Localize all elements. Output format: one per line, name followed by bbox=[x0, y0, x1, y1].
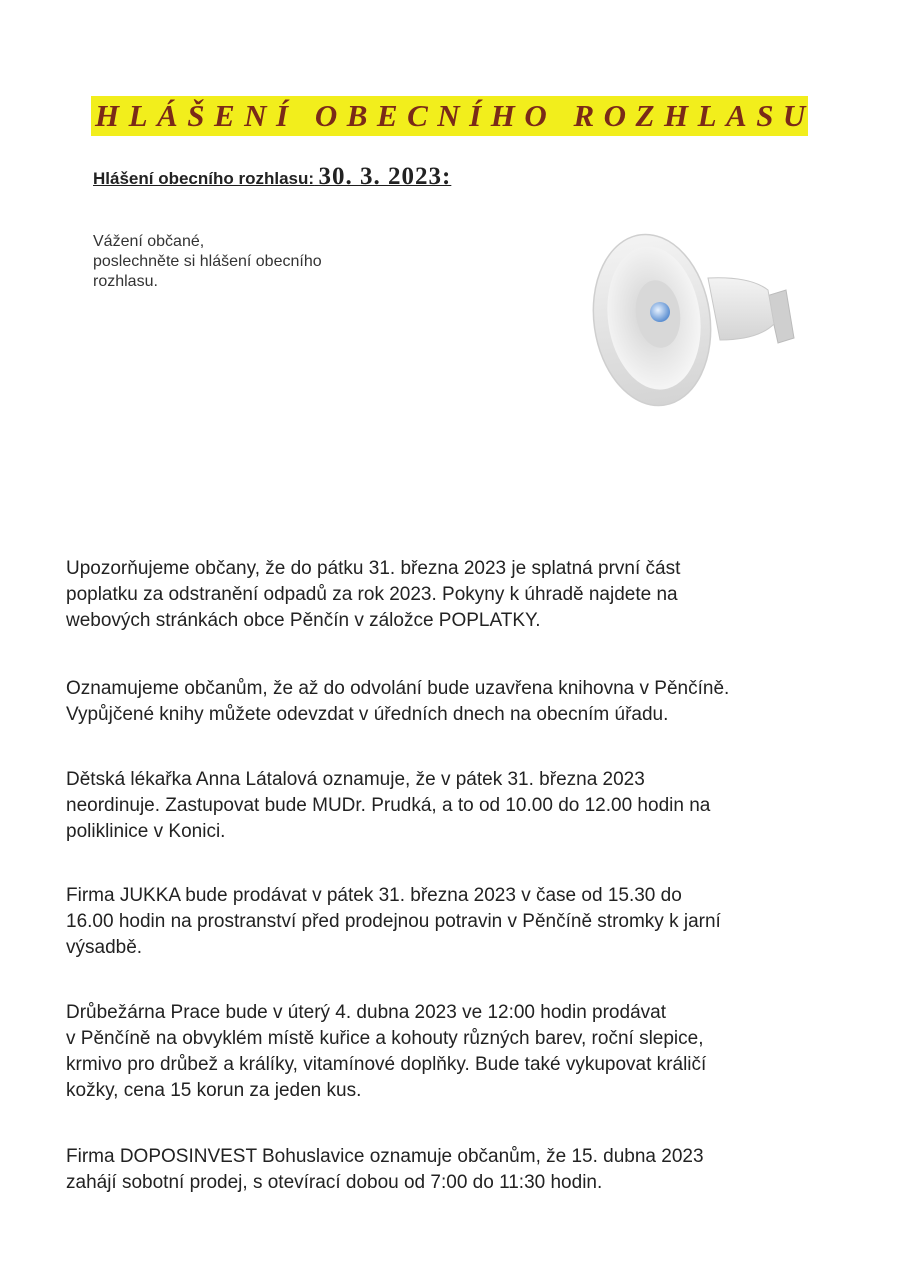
paragraph-line: Dětská lékařka Anna Látalová oznamuje, že v pátek 31. března 2023 bbox=[66, 769, 645, 790]
greeting-line: rozhlasu. bbox=[93, 273, 158, 290]
paragraph-line: Upozorňujeme občany, že do pátku 31. března 2023 je splatná první část bbox=[66, 558, 681, 579]
subtitle-label: Hlášení obecního rozhlasu: bbox=[93, 169, 315, 188]
loudspeaker-horn-icon bbox=[590, 228, 800, 413]
announcement-paragraph bbox=[66, 676, 846, 728]
greeting bbox=[93, 232, 393, 292]
paragraph-line: poliklinice v Konici. bbox=[66, 821, 226, 842]
announcement-paragraph bbox=[66, 883, 846, 961]
announcement-paragraph bbox=[66, 767, 846, 845]
subtitle bbox=[93, 163, 451, 191]
announcement-paragraph bbox=[66, 556, 846, 634]
announcement-paragraph bbox=[66, 1144, 846, 1196]
paragraph-line: neordinuje. Zastupovat bude MUDr. Prudká, a to od 10.00 do 12.00 hodin na bbox=[66, 795, 711, 816]
paragraph-line: zahájí sobotní prodej, s otevírací dobou od 7:00 do 11:30 hodin. bbox=[66, 1172, 603, 1193]
paragraph-line: výsadbě. bbox=[66, 937, 143, 958]
greeting-line: Vážení občané, bbox=[93, 233, 205, 250]
paragraph-line: Firma JUKKA bude prodávat v pátek 31. března 2023 v čase od 15.30 do bbox=[66, 885, 682, 906]
title-banner bbox=[91, 96, 815, 136]
announcement-paragraph bbox=[66, 1000, 846, 1104]
greeting-line: poslechněte si hlášení obecního bbox=[93, 253, 322, 270]
paragraph-line: krmivo pro drůbež a králíky, vitamínové doplňky. Bude také vykupovat králičí bbox=[66, 1054, 707, 1075]
paragraph-line: 16.00 hodin na prostranství před prodejnou potravin v Pěnčíně stromky k jarní bbox=[66, 911, 721, 932]
paragraph-line: poplatku za odstranění odpadů za rok 2023. Pokyny k úhradě najdete na bbox=[66, 584, 678, 605]
paragraph-line: Drůbežárna Prace bude v úterý 4. dubna 2023 ve 12:00 hodin prodávat bbox=[66, 1002, 666, 1023]
paragraph-line: Vypůjčené knihy můžete odevzdat v úředních dnech na obecním úřadu. bbox=[66, 704, 669, 725]
paragraph-line: webových stránkách obce Pěnčín v záložce POPLATKY. bbox=[66, 610, 541, 631]
paragraph-line: Firma DOPOSINVEST Bohuslavice oznamuje občanům, že 15. dubna 2023 bbox=[66, 1146, 704, 1167]
paragraph-line: kožky, cena 15 korun za jeden kus. bbox=[66, 1080, 362, 1101]
announcement-date: 30. 3. 2023: bbox=[318, 163, 452, 190]
paragraph-line: Oznamujeme občanům, že až do odvolání bude uzavřena knihovna v Pěnčíně. bbox=[66, 678, 730, 699]
paragraph-line: v Pěnčíně na obvyklém místě kuřice a kohouty různých barev, roční slepice, bbox=[66, 1028, 704, 1049]
page-title: HLÁŠENÍ OBECNÍHO ROZHLASU bbox=[95, 98, 815, 133]
